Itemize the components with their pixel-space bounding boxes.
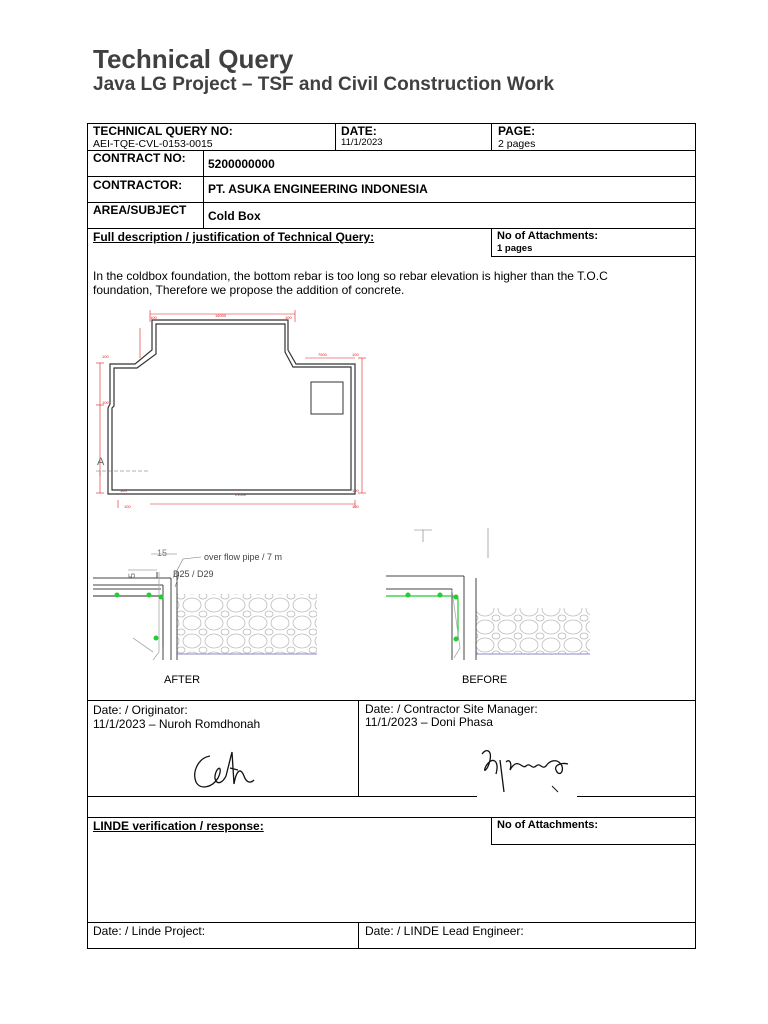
originator-signature: [190, 742, 256, 794]
description-line-2: foundation, Therefore we propose the addition of concrete.: [93, 283, 405, 297]
note-rebar: D25 / D29: [173, 569, 214, 579]
after-section-drawing: [93, 542, 319, 664]
contract-value: 5200000000: [208, 157, 275, 171]
foundation-plan-drawing: [90, 308, 380, 510]
section-marker: A: [97, 456, 105, 468]
dim-5: 5: [127, 572, 137, 578]
description-label: Full description / justification of Technical Query:: [93, 230, 375, 244]
page-value: 2 pages: [498, 138, 536, 150]
before-label: BEFORE: [462, 674, 508, 686]
linde-verification-label: LINDE verification / response:: [93, 819, 264, 833]
svg-text:100: 100: [150, 315, 157, 320]
svg-text:100: 100: [102, 400, 109, 405]
svg-text:100: 100: [124, 504, 131, 509]
note-overflow-pipe: over flow pipe / 7 m: [204, 552, 283, 562]
svg-text:100: 100: [285, 315, 292, 320]
contractor-value: PT. ASUKA ENGINEERING INDONESIA: [208, 182, 428, 196]
area-value: Cold Box: [208, 209, 261, 223]
before-section-drawing: [386, 528, 592, 664]
attachments-value: 1 pages: [497, 243, 533, 254]
date-value: 11/1/2023: [341, 137, 383, 148]
svg-text:100: 100: [102, 354, 109, 359]
svg-text:100: 100: [120, 488, 127, 493]
description-line-1: In the coldbox foundation, the bottom rebar is too long so rebar elevation is higher than the T.O.C: [93, 269, 608, 283]
linde-attachments-label: No of Attachments:: [497, 819, 599, 831]
dim-right: 7500: [318, 352, 327, 357]
linde-project-label: Date: / Linde Project:: [93, 924, 206, 938]
attachments-label: No of Attachments:: [497, 230, 599, 242]
site-manager-value: 11/1/2023 – Doni Phasa: [365, 715, 493, 729]
after-label: AFTER: [164, 674, 201, 686]
linde-lead-engineer-label: Date: / LINDE Lead Engineer:: [365, 924, 524, 938]
document-title: Technical Query: [93, 44, 294, 74]
dim-15: 15: [157, 548, 168, 558]
svg-text:100: 100: [352, 488, 359, 493]
dim-bottom: 21000: [235, 492, 247, 497]
originator-value: 11/1/2023 – Nuroh Romdhonah: [93, 717, 261, 731]
tq-number-value: AEI-TQE-CVL-0153-0015: [93, 138, 213, 150]
contract-label: CONTRACT NO:: [93, 151, 186, 165]
page-label: PAGE:: [498, 124, 536, 138]
document-subtitle: Java LG Project – TSF and Civil Construction Work: [93, 74, 555, 95]
contractor-label: CONTRACTOR:: [93, 178, 183, 192]
dim-top: 16000: [215, 313, 227, 318]
date-label: DATE:: [341, 124, 377, 138]
svg-text:100: 100: [352, 504, 359, 509]
site-manager-label: Date: / Contractor Site Manager:: [365, 702, 538, 716]
area-label: AREA/SUBJECT: [93, 203, 187, 217]
originator-label: Date: / Originator:: [93, 703, 188, 717]
svg-text:100: 100: [352, 352, 359, 357]
site-manager-signature: [478, 740, 574, 798]
tq-number-label: TECHNICAL QUERY NO:: [93, 124, 233, 138]
